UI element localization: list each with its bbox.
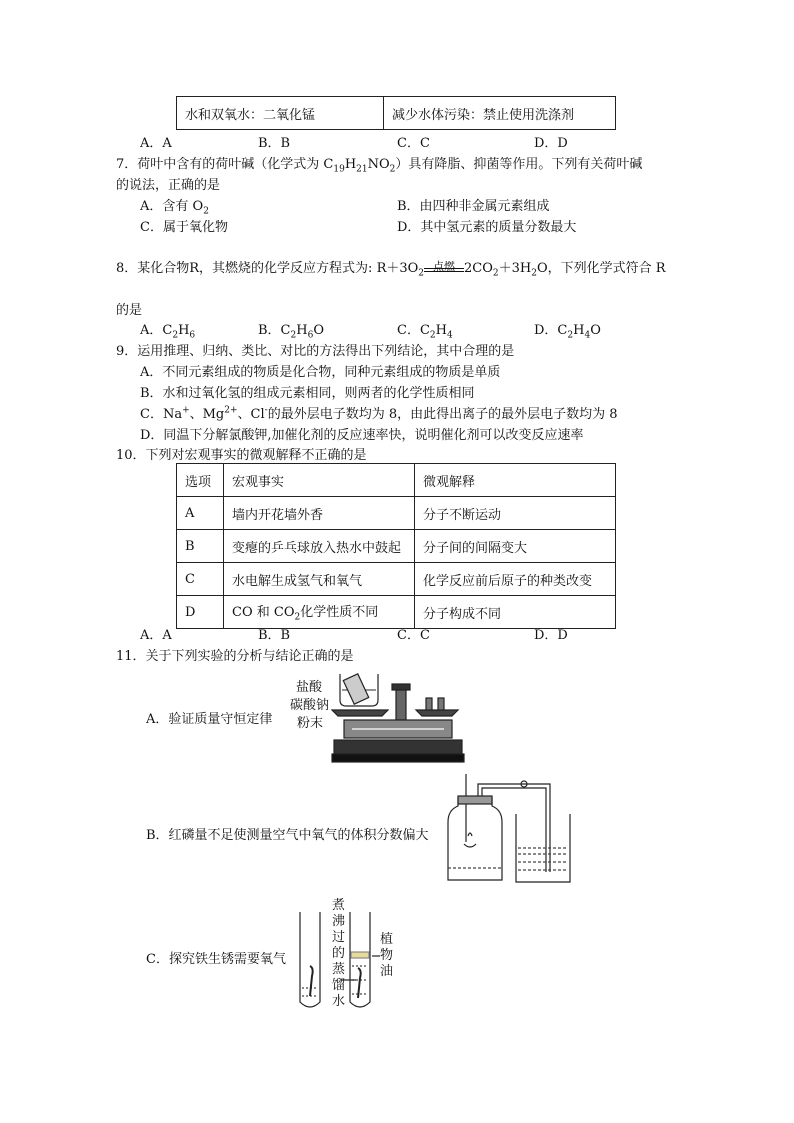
q7-stem [116,153,642,175]
q10-option-a[interactable]: A．A [140,628,172,643]
test-tube-icon [300,912,380,1007]
c: 水 [332,994,346,1009]
t: D．C [534,323,568,338]
s: 2+ [224,405,238,416]
s: + [182,405,190,416]
figure-label-vertical [380,932,394,980]
table-cell [224,596,415,629]
q8-sub: 2 [531,268,537,279]
table-header: 微观解释 [415,464,616,497]
t: 化学性质不同 [300,605,379,621]
q9-option-d[interactable]: D．同温下分解氯酸钾,加催化剂的反应速率快，说明催化剂可以改变反应速率 [140,428,584,443]
q7-option-a[interactable] [140,195,209,217]
q8-stem-line2: 的是 [116,303,143,318]
q6-table-cell: 减少水体污染：禁止使用洗涤剂 [384,97,616,130]
q8-option-b[interactable] [258,319,324,341]
q10-stem: 10．下列对宏观事实的微观解释不正确的是 [116,448,367,463]
balance-icon [332,674,464,762]
q7-text: ）具有降脂、抑菌等作用。下列有关荷叶碱 [395,157,643,172]
table-cell: C [177,563,224,596]
t: B．C [258,323,291,338]
q8-option-d[interactable] [534,319,601,341]
c: 蒸 [332,962,346,977]
c: 的 [332,946,346,961]
t: A．C [140,323,173,338]
table-cell: 变瘪的乒乓球放入热水中鼓起 [224,530,415,563]
s: 4 [446,330,453,341]
q6-option-d[interactable]: D．D [534,136,568,151]
table-cell: 分子间的间隔变大 [415,530,616,563]
q9-stem: 9．运用推理、归纳、类比、对比的方法得出下列结论，其中合理的是 [116,344,515,359]
table-cell: 化学反应前后原子的种类改变 [415,563,616,596]
q9-option-a[interactable]: A．不同元素组成的物质是化合物，同种元素组成的物质是单质 [140,365,501,380]
t: H [178,323,190,338]
t: H [573,323,585,338]
t: O [590,323,601,338]
q9-option-b[interactable]: B．水和过氧化氢的组成元素相同，则两者的化学性质相同 [140,386,475,401]
table-header: 宏观事实 [224,464,415,497]
c: 煮 [332,898,346,913]
table-cell: 水电解生成氢气和氧气 [224,563,415,596]
table-header: 选项 [177,464,224,497]
q7-option-b[interactable]: B．由四种非金属元素组成 [397,199,550,214]
figure-label: 碳酸钠 [290,698,330,713]
q10-table [176,463,616,629]
table-cell: A [177,497,224,530]
q7-stem-line2: 的说法，正确的是 [116,178,221,193]
s: 6 [189,330,196,341]
flask-icon [448,774,570,882]
s: 2 [294,612,301,623]
table-cell: 墙内开花墙外香 [224,497,415,530]
q7-option-c[interactable]: C．属于氧化物 [140,220,228,235]
t: O [313,323,324,338]
q8-sub: 2 [418,268,425,279]
q11-stem: 11．关于下列实验的分析与结论正确的是 [116,649,354,664]
q8-text: ＋3H [498,261,532,276]
oxygen-apparatus [446,772,576,887]
q8-stem [116,257,666,279]
c: 植 [380,932,394,947]
c: 沸 [332,914,346,929]
figure-label: 盐酸 [296,680,323,695]
t: C．Na [140,407,183,422]
q8-sub: 2 [492,268,499,279]
q7-sub: 21 [356,164,368,175]
table-row [177,563,616,596]
q7-text: H [344,157,357,172]
q8-option-a[interactable] [140,319,195,341]
c: 馏 [332,978,346,993]
q11-option-b[interactable]: B．红磷量不足使测量空气中氧气的体积分数偏大 [146,828,429,843]
q6-table-cell: 水和双氧水：二氧化锰 [177,97,384,130]
q10-option-d[interactable]: D．D [534,628,568,643]
s: 2 [567,330,574,341]
q6-option-c[interactable]: C．C [397,136,430,151]
table-cell: B [177,530,224,563]
t: CO 和 CO [232,605,295,621]
c: 油 [380,964,394,979]
figure-label: 粉末 [297,716,324,731]
balance-figure [328,668,468,768]
s: 4 [584,330,591,341]
q11-option-a[interactable]: A．验证质量守恒定律 [146,712,273,727]
q6-option-b[interactable]: B．B [258,136,291,151]
table-cell: D [177,596,224,629]
test-tubes [292,906,382,1016]
c: 物 [380,948,394,963]
t: 、Cl [237,407,265,422]
q10-option-c[interactable]: C．C [397,628,430,643]
table-row [177,530,616,563]
s: 2 [429,330,436,341]
s: - [264,405,268,416]
q11-option-c[interactable]: C．探究铁生锈需要氧气 [146,952,286,967]
q8-text: 8．某化合物R，其燃烧的化学反应方程式为: R＋3O [116,261,419,276]
q7-text: NO [367,157,390,172]
q9-option-c[interactable] [140,403,618,422]
t: 的最外层电子数均为 8，由此得出离子的最外层电子数均为 8 [267,407,618,422]
q7-text: 7．荷叶中含有的荷叶碱（化学式为 C [116,157,334,172]
table-row [177,497,616,530]
t: H [296,323,308,338]
c: 过 [332,930,346,945]
q8-condition: 点燃 [433,260,456,273]
s: 2 [290,330,297,341]
q6-option-a[interactable]: A．A [140,136,172,151]
q10-option-b[interactable]: B．B [258,628,291,643]
q8-text: 2CO [464,261,493,276]
q7-sub: 2 [389,164,396,175]
t: C．C [397,323,430,338]
q8-text: O，下列化学式符合 R [537,261,666,276]
q6-table [176,96,616,130]
table-cell: 分子不断运动 [415,497,616,530]
s: 6 [307,330,314,341]
q7-option-d[interactable]: D．其中氢元素的质量分数最大 [397,220,577,235]
s: 2 [172,330,179,341]
q7-sub: 19 [333,164,345,175]
q8-option-c[interactable] [397,319,453,341]
q7-sub: 2 [203,206,209,217]
table-cell: 分子构成不同 [415,596,616,629]
t: H [435,323,447,338]
t: 、Mg [189,407,225,422]
q7-option-text: A．含有 O [140,199,204,214]
table-row [177,464,616,497]
